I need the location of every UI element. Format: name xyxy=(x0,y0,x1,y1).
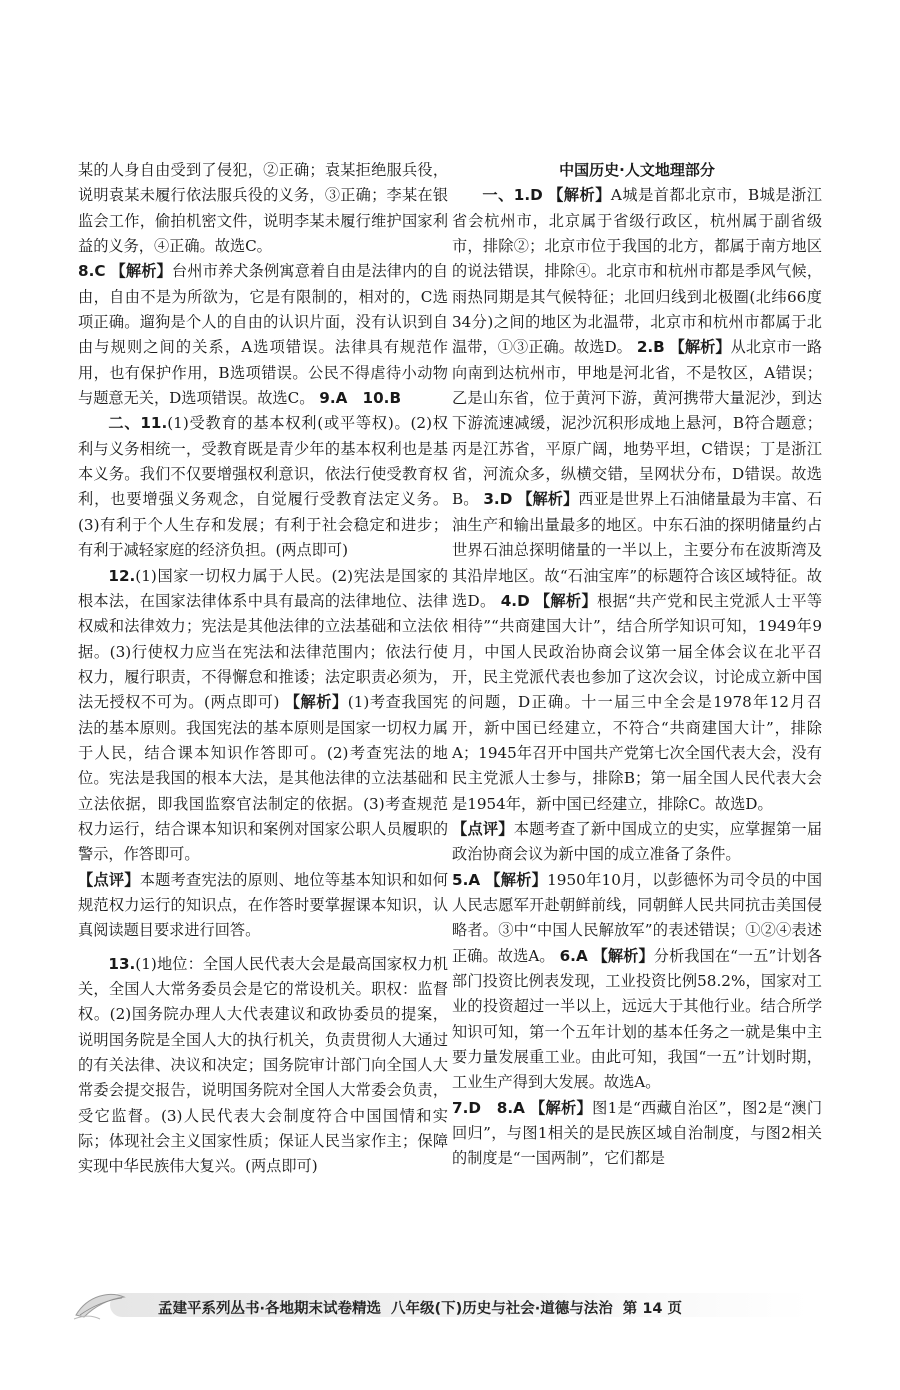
answer-text: (1)地位：全国人民代表大会是最高国家权力机关，全国人大常务委员会是它的常设机关。职权：监督权。(2)国务院办理人大代表建议和政协委员的提案，说明国务院是全国人大的执行机关，负责贯彻人大通过的有关法律、决议和决定；国务院审计部门向全国人大常委会提交报告，说明国务院对全国人大常委会负责，受它监督。(3)人民代表大会制度符合中国国情和实际；体现社会主义国家性质；保证人民当家作主；保障实现中华民族伟大复兴。(两点即可) xyxy=(78,954,448,1176)
leaf-ornament-icon xyxy=(70,1285,130,1325)
answer-number: 6.A xyxy=(559,946,588,965)
paragraph-continuation: 某的人身自由受到了侵犯，②正确；袁某拒绝服兵役，说明袁某未履行依法服兵役的义务，③正确；李某在银监会工作，偷拍机密文件，说明李某未履行维护国家利益的义务，④正确。故选C。 xyxy=(78,161,448,256)
answer-number: 二、11. xyxy=(108,414,168,433)
answer-text: A城是首都北京市，B城是浙江省会杭州市，北京属于省级行政区，杭州属于副省级市，排除②；北京市位于我国的北方，都属于南方地区的说法错误，排除④。北京市和杭州市都是季风气候，雨热同期是其气候特征；北回归线到北极圈(北纬66度34分)之间的地区为北温带，北京市和杭州市都属于北温带，①③正确。故选D。 xyxy=(452,186,822,357)
answer-number: 8.C xyxy=(78,262,106,281)
review-text: 本题考查了新中国成立的史实，应掌握第一届政治协商会议为新中国的成立准备了条件。 xyxy=(452,819,823,864)
analysis-tag: 【 解析 】 xyxy=(593,947,654,965)
answer-text: 台州市养犬条例寓意着自由是法律内的自由，自由不是为所欲为，它是有限制的，相对的，C选项正确。遛狗是个人的自由的认识片面，没有认识到自由与规则之间的关系，A选项错误。法律具有规范作用，也有保护作用，B选项错误。公民不得虐待小动物与题意无关，D选项错误。故选C。 xyxy=(78,262,449,408)
page-footer xyxy=(70,1285,810,1325)
analysis-tag: 【 解析 】 xyxy=(285,693,348,711)
analysis-tag: 【 解析 】 xyxy=(110,262,171,280)
analysis-tag: 【 解析 】 xyxy=(485,871,547,889)
analysis-tag: 【 解析 】 xyxy=(517,490,578,508)
answer-number: 5.A xyxy=(452,870,481,889)
right-column xyxy=(452,158,822,1172)
analysis-text: (1)考查我国宪法的基本原则。我国宪法的基本原则是国家一切权力属于人民，结合课本知识作答即可。(2)考查宪法的地位。宪法是我国的根本大法，是其他法律的立法基础和立法依据，即我国监察官法制定的依据。(3)考查规范权力运行，结合课本知识和案例对国家公职人员履职的警示，作答即可。 xyxy=(78,693,449,864)
review-tag: 【 点评 】 xyxy=(78,871,140,889)
grade-subject: 八年级(下)历史与社会·道德与法治 xyxy=(391,1301,613,1317)
page-number: 第 14 页 xyxy=(622,1301,683,1317)
answer-text: (1)受教育的基本权利(或平等权)。(2)权利与义务相统一，受教育既是青少年的基本权利也是基本义务。我们不仅要增强权利意识，依法行使受教育权利，也要增强义务观念，自觉履行受教育法定义务。(3)有利于个人生存和发展；有利于社会稳定和进步；有利于减轻家庭的经济负担。(两点即可) xyxy=(78,414,448,560)
answer-text: 1950年10月，以彭德怀为司令员的中国人民志愿军开赴朝鲜前线，同朝鲜人民共同抗击美国侵略者。③中“中国人民解放军”的表述错误；①②④表述正确。故选A。 xyxy=(452,870,823,965)
series-name: 孟建平系列丛书·各地期末试卷精选 xyxy=(158,1301,382,1317)
left-column xyxy=(78,158,448,1180)
analysis-tag: 【 解析 】 xyxy=(548,186,611,204)
analysis-tag: 【 解析 】 xyxy=(535,592,597,610)
analysis-tag: 【 解析 】 xyxy=(530,1099,592,1117)
answer-number: 13. xyxy=(108,954,136,973)
answer-number: 2.B xyxy=(636,338,665,357)
answer-1 xyxy=(452,183,822,817)
answer-8 xyxy=(78,259,448,411)
answer-text: 图1是“西藏自治区”，图2是“澳门回归”，与图1相关的是民族区域自治制度，与图2相关的制度是“一国两制”，它们都是 xyxy=(452,1098,823,1168)
answer-9-10: 9.A 10.B xyxy=(319,389,402,408)
review-4 xyxy=(452,817,822,868)
answer-text: (1)国家一切权力属于人民。(2)宪法是国家的根本法，在国家法律体系中具有最高的法律地位、法律权威和法律效力；宪法是其他法律的立法基础和立法依据。(3)行使权力应当在宪法和法律范围内；依法行使权力，履行职责，不得懈怠和推诿；法定职责必须为，法无授权不可为。(两点即可) xyxy=(78,566,448,712)
answer-12 xyxy=(78,564,448,868)
answer-11 xyxy=(78,411,448,563)
answer-text: 根据“共产党和民主党派人士平等相待”“共商建国大计”，结合所学知识可知，1949年9月，中国人民政治协商会议第一届全体会议在北平召开，民主党派代表也参加了这次会议，讨论成立新中国的问题，D正确。十一届三中全会是1978年12月召开，新中国已经建立，不符合“共商建国大计”，排除A；1945年召开中国共产党第七次全国代表大会，没有民主党派人士参与，排除B；第一届全国人民代表大会是1954年，新中国已经建立，排除C。故选D。 xyxy=(452,591,823,813)
answer-7-8 xyxy=(452,1096,822,1172)
answer-number: 3.D xyxy=(483,490,513,509)
answer-number: 12. xyxy=(108,566,136,585)
answer-text: 西亚是世界上石油储量最为丰富、石油生产和输出量最多的地区。中东石油的探明储量约占世界石油总探明储量的一半以上，主要分布在波斯湾及其沿岸地区。故“石油宝库”的标题符合该区域特征。故选D。 xyxy=(452,490,823,610)
review-tag: 【 点评 】 xyxy=(452,820,514,838)
review-text: 本题考查宪法的原则、地位等基本知识和如何规范权力运行的知识点，在作答时要掌握课本知识，认真阅读题目要求进行回答。 xyxy=(78,870,449,940)
analysis-tag: 【 解析 】 xyxy=(670,338,731,356)
answer-number: 7.D 8.A xyxy=(452,1098,525,1117)
review-12 xyxy=(78,868,448,944)
section-title: 中国历史·人文地理部分 xyxy=(559,161,715,179)
answer-13 xyxy=(78,952,448,1180)
answer-text: 从北京市一路向南到达杭州市，甲地是河北省，不是牧区，A错误；乙是山东省，位于黄河下游，黄河携带大量泥沙，到达下游流速减缓，泥沙沉积形成地上悬河，B符合题意；丙是江苏省，平原广阔，地势平坦，C错误；丁是浙江省，河流众多，纵横交错，呈网状分布，D错误。故选B。 xyxy=(452,338,823,509)
answer-number: 4.D xyxy=(500,591,530,610)
answer-text: 分析我国在“一五”计划各部门投资比例表发现，工业投资比例58.2%，国家对工业的投资超过一半以上，远远大于其他行业。结合所学知识可知，第一个五年计划的基本任务之一就是集中主要力量发展重工业。由此可知，我国“一五”计划时期，工业生产得到大发展。故选A。 xyxy=(452,946,823,1092)
footer-text xyxy=(158,1297,692,1318)
answer-5-6 xyxy=(452,868,822,1096)
answer-number: 一、1.D xyxy=(482,186,543,205)
